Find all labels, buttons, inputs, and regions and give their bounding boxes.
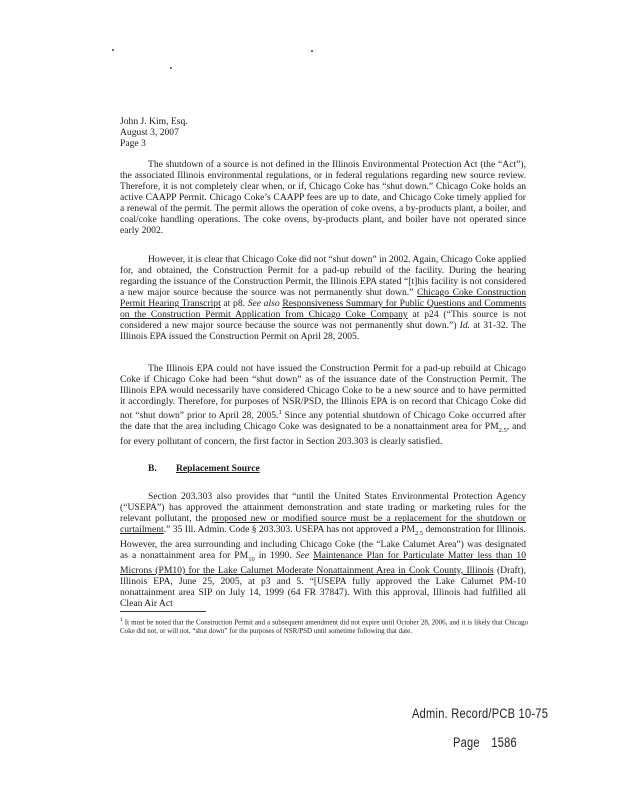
paragraph-section-203-303: Section 203.303 also provides that “until the United States Environmental Protection Agency (“USEPA”) has approved the attainment demonstration and state trading or marketing rules for the relevant pollutant, the proposed new or modified source must be a replacement for the shutdown or curtailment.” 35 Ill. Admin. Code § 203.303. USEPA has not approved a $PM_{2.5}$ demonstration for Illinois. However, the area surrounding and including Chicago Coke (the “Lake Calumet Area”) was designated as a nonattainment area for $PM_{10}$ in 1990. See Maintenance Plan for Particulate Matter less than 10 Microns (PM10) for the Lake Calumet Moderate Nonattainment Area in Cook County, Illinois (Draft), Illinois EPA, June 25, 2005, at p3 and 5. “[USEPA fully approved the Lake Calumet PM-10 nonattainment area SIP on July 14, 1999 (64 FR 37847). With this approval, Illinois had fulfilled all Clean Air Act: [120, 491, 527, 609]
citation-hearing-transcript: Chicago Coke Construction Permit Hearing Transcript: [120, 287, 526, 309]
scan-speck: [311, 50, 313, 52]
paragraph-shutdown-definition: The shutdown of a source is not defined in the Illinois Environmental Protection Act (the “Act”), the associated Illinois environmental regulations, or in federal regulations regarding new source review. Therefore, it is not completely clear when, or if, Chicago Coke has “shut down.” Chicago Coke holds an active CAAPP Permit. Chicago Coke’s CAAPP fees are up to date, and Chicago Coke timely applied for a renewal of the permit. The permit allows the operation of coke ovens, a by-products plant, a boiler, and coal/coke handling operations. The coke ovens, by-products plant, and boiler have not operated since early 2002.: [120, 159, 526, 236]
letter-date: August 3, 2007: [120, 127, 179, 138]
page-label: Page 3: [120, 138, 146, 149]
record-page-stamp: Page 1586: [453, 735, 517, 750]
section-heading-replacement-source: B. Replacement Source: [148, 463, 260, 474]
citation-maintenance-plan: Maintenance Plan for Particulate Matter less than 10 Microns (PM10) for the Lake Calumet Moderate Nonattainment Area in Cook County, Illinois: [120, 549, 527, 576]
scan-speck: [170, 67, 172, 69]
paragraph-construction-permit: However, it is clear that Chicago Coke did not “shut down” in 2002. Again, Chicago Coke applied for, and obtained, the Construction Permit for a pad-up rebuild of the facility. During the hearing regarding the issuance of the Construction Permit, the Illinois EPA stated “[t]his facility is not considered a new major source because the source was not permanently shut down.” Chicago Coke Construction Permit Hearing Transcript at p8. See also Responsiveness Summary for Public Questions and Comments on the Construction Permit Application from Chicago Coke Company at p24 (“This source is not considered a new major source because the source was not permanently shut down.”) Id. at 31-32. The Illinois EPA issued the Construction Permit on April 28, 2005.: [120, 254, 526, 342]
footnote: $^1$ It must be noted that the Construction Permit and a subsequent amendment did not expire until October 28, 2006, and it is likely that Chicago Coke did not, or will not, “shut down” for the purposes of NSR/PSD until sometime following that date.: [120, 617, 528, 635]
footnote-marker: 1: [120, 617, 123, 623]
record-page-number: 1586: [491, 735, 517, 750]
footnote-reference: 1: [278, 409, 282, 416]
footnote-divider: [120, 611, 206, 612]
paragraph-pad-up-rebuild: The Illinois EPA could not have issued the Construction Permit for a pad-up rebuild at Chicago Coke if Chicago Coke had been “shut down” as of the issuance date of the Construction Permit. The Illinois EPA would necessarily have considered Chicago Coke to be a new source and to have permitted it accordingly. Therefore, for purposes of NSR/PSD, the Illinois EPA is on record that Chicago Coke did not “shut down” prior to April 28, 2005.$^1$ Since any potential shutdown of Chicago Coke occurred after the date that the area including Chicago Coke was designated to be a nonattainment area for $PM_{2.5}$, and for every pollutant of concern, the first factor in Section 203.303 is clearly satisfied.: [120, 363, 526, 448]
letter-header: [120, 116, 188, 149]
admin-record-stamp: Admin. Record/PCB 10-75: [412, 706, 549, 721]
recipient-name: John J. Kim, Esq.: [120, 116, 188, 127]
scan-speck: [112, 49, 114, 51]
citation-responsiveness-summary: Responsiveness Summary for Public Questions and Comments on the Construction Permit Application from Chicago Coke Company: [120, 298, 526, 320]
